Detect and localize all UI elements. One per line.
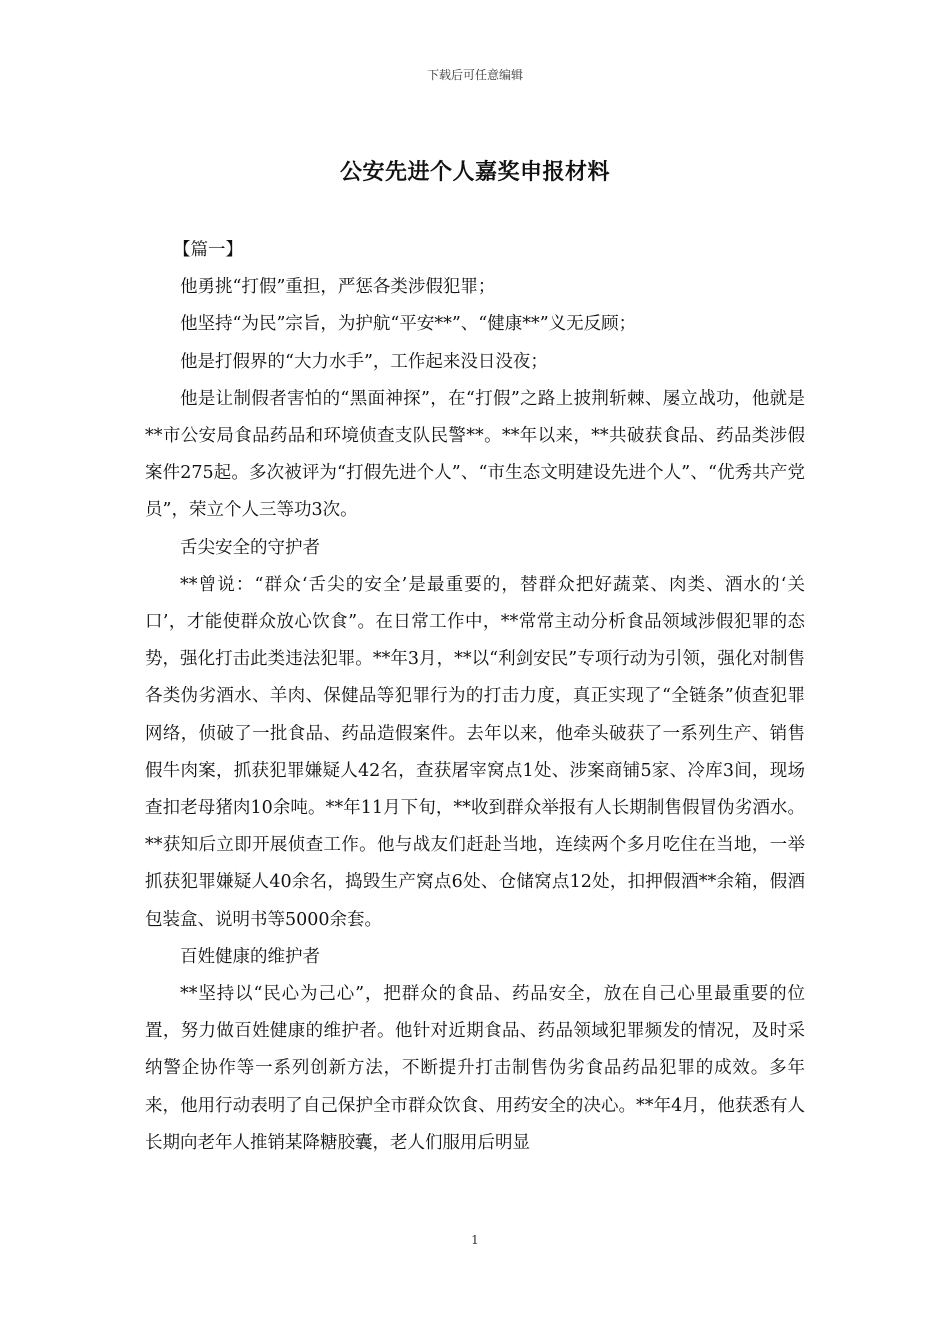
page-number: 1 [471,1233,479,1247]
paragraph: 他是打假界的“大力水手”，工作起来没日没夜； [180,351,548,372]
paragraph: 他坚持“为民”宗旨，为护航“平安**”、“健康**”义无反顾； [180,314,637,335]
subheading: 百姓健康的维护者 [180,946,320,967]
paragraph: 他是让制假者害怕的“黑面神探”，在“打假”之路上披荆斩棘、屡立战功，他就是**市公安局食品药品和环境侦查支队民警**。**年以来，**共破获食品、药品类涉假案件275起。多次被评为“打假先进个人”、“市生态文明建设先进个人”、“优秀共产党员”，荣立个人三等功3次。 [145,388,805,521]
paragraph: 他勇挑“打假”重担，严惩各类涉假犯罪； [180,277,496,298]
document-title: 公安先进个人嘉奖申报材料 [339,159,610,185]
paragraph: **坚持以“民心为己心”，把群众的食品、药品安全，放在自己心里最重要的位置，努力做百姓健康的维护者。他针对近期食品、药品领域犯罪频发的情况，及时采纳警企协作等一系列创新方法，不断提升打击制售伪劣食品药品犯罪的成效。多年来，他用行动表明了自己保护全市群众饮食、用药安全的决心。**年4月，他获悉有人长期向老年人推销某降糖胶囊，老人们服用后明显 [145,984,805,1153]
document-body [145,232,805,1162]
paragraph: **曾说：“群众‘舌尖的安全’是最重要的，替群众把好蔬菜、肉类、酒水的‘关口’，才能使群众放心饮食”。在日常工作中，**常常主动分析食品领域涉假犯罪的态势，强化打击此类违法犯罪。**年3月，**以“利剑安民”专项行动为引领，强化对制售各类伪劣酒水、羊肉、保健品等犯罪行为的打击力度，真正实现了“全链条”侦查犯罪网络，侦破了一批食品、药品造假案件。去年以来，他牵头破获了一系列生产、销售假牛肉案，抓获犯罪嫌疑人42名，查获屠宰窝点1处、涉案商铺5家、冷库3间，现场查扣老母猪肉10余吨。**年11月下旬，**收到群众举报有人长期制售假冒伪劣酒水。**获知后立即开展侦查工作。他与战友们赶赴当地，连续两个多月吃住在当地，一举抓获犯罪嫌疑人40余名，捣毁生产窝点6处、仓储窝点12处，扣押假酒**余箱，假酒包装盒、说明书等5000余套。 [145,574,805,930]
section-label: 【篇一】 [173,240,243,260]
subheading: 舌尖安全的守护者 [180,537,320,558]
header-note: 下载后可任意编辑 [426,68,523,82]
